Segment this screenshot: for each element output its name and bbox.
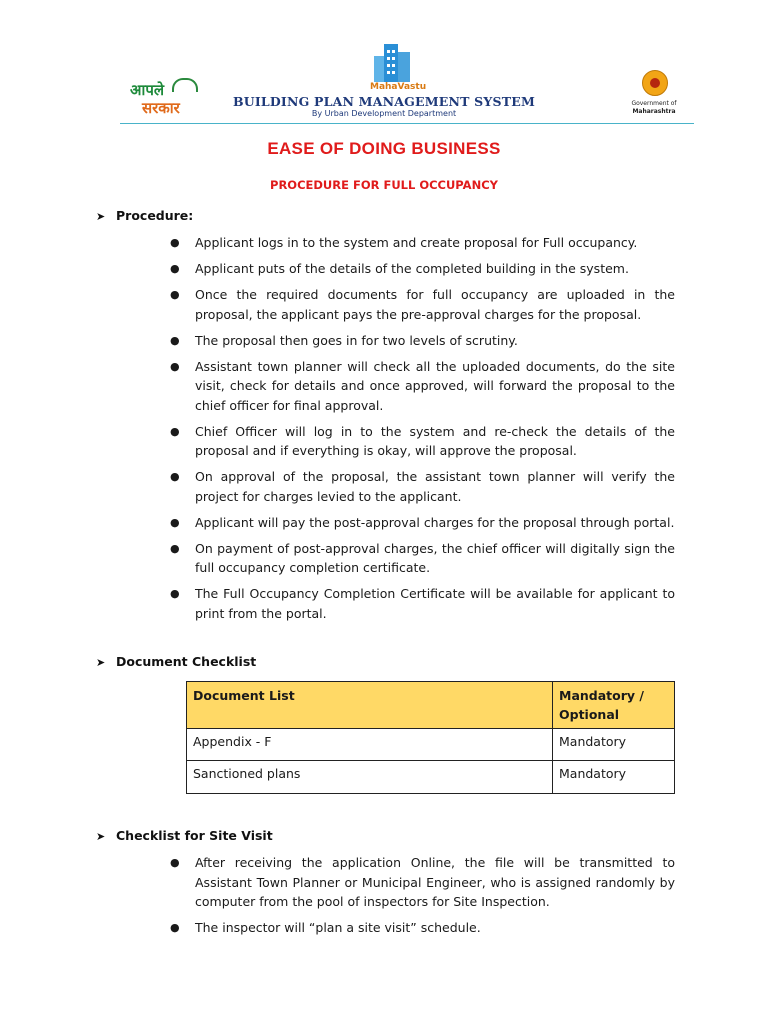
list-item: ● On payment of post-approval charges, the chief officer will digitally sign the full occupancy completion certificate. — [170, 540, 675, 575]
list-item: ● Assistant town planner will check all the uploaded documents, do the site visit, check for details and once approved, will forward the proposal to the chief officer for final approval. — [170, 358, 675, 413]
seal-icon — [642, 70, 668, 96]
list-item: ● The Full Occupancy Completion Certificate will be available for applicant to print from the portal. — [170, 586, 675, 621]
brand-name: MahaVastu — [370, 82, 427, 92]
list-item: ● Once the required documents for full occupancy are uploaded in the proposal, the applicant pays the pre-approval charges for the proposal. — [170, 287, 675, 322]
page-subtitle: PROCEDURE FOR FULL OCCUPANCY — [270, 178, 498, 192]
system-subtitle: By Urban Development Department — [311, 109, 457, 118]
gov-line1: Government of — [631, 100, 677, 107]
government-emblem — [626, 68, 686, 122]
bullet-icon: ● — [170, 288, 180, 301]
logo-text-line2: सरकार — [142, 99, 180, 117]
bullet-icon: ● — [170, 359, 180, 373]
bullet-icon: ● — [170, 856, 180, 869]
procedure-list — [170, 233, 675, 630]
list-item: ● The proposal then goes in for two levels of scrutiny. — [170, 331, 675, 351]
table-cell: Sanctioned plans — [187, 761, 553, 794]
table-cell: Mandatory — [553, 761, 675, 794]
site-visit-list — [170, 853, 675, 944]
list-item: ● Applicant logs in to the system and create proposal for Full occupancy. — [170, 233, 675, 253]
bullet-icon: ● — [170, 262, 180, 275]
list-item: ● On approval of the proposal, the assistant town planner will verify the project for charges levied to the applicant. — [170, 469, 675, 504]
dome-icon — [172, 78, 198, 92]
logo-text-line1: आपले — [130, 81, 165, 99]
gov-line2: Maharashtra — [632, 108, 676, 115]
document-checklist-heading: ➤ Document Checklist — [96, 654, 257, 669]
table-row — [187, 729, 675, 761]
page-title: EASE OF DOING BUSINESS — [267, 139, 501, 158]
arrow-bullet-icon: ➤ — [96, 656, 106, 669]
bullet-icon: ● — [170, 921, 180, 934]
bullet-icon: ● — [170, 587, 180, 600]
table-cell: Mandatory — [553, 729, 675, 761]
bullet-icon: ● — [170, 333, 180, 347]
page-header — [0, 0, 768, 124]
table-cell: Appendix - F — [187, 729, 553, 761]
table-row — [187, 761, 675, 794]
bullet-icon: ● — [170, 236, 180, 249]
list-item: ● Applicant will pay the post-approval charges for the proposal through portal. — [170, 513, 675, 533]
document-checklist-table — [186, 681, 675, 794]
procedure-heading: ➤ Procedure: — [96, 208, 194, 223]
arrow-bullet-icon: ➤ — [96, 830, 106, 843]
system-title: BUILDING PLAN MANAGEMENT SYSTEM — [232, 94, 536, 109]
bullet-icon: ● — [170, 470, 180, 483]
list-item: ● Chief Officer will log in to the system and re-check the details of the proposal and if everything is okay, will approve the proposal. — [170, 423, 675, 458]
table-header-row — [187, 682, 675, 729]
bullet-icon: ● — [170, 424, 180, 438]
table-header-cell: Document List — [187, 682, 553, 729]
bullet-icon: ● — [170, 541, 180, 555]
header-divider — [120, 123, 694, 124]
table-header-cell: Mandatory / Optional — [553, 682, 675, 729]
site-visit-heading: ➤ Checklist for Site Visit — [96, 828, 273, 843]
list-item: ● Applicant puts of the details of the completed building in the system. — [170, 259, 675, 279]
bullet-icon: ● — [170, 515, 180, 529]
arrow-bullet-icon: ➤ — [96, 210, 106, 223]
list-item: ● After receiving the application Online, the file will be transmitted to Assistant Town Planner or Municipal Engineer, who is assigned randomly by computer from the pool of inspectors for Site Inspection. — [170, 855, 675, 909]
list-item: ● The inspector will “plan a site visit” schedule. — [170, 918, 675, 938]
